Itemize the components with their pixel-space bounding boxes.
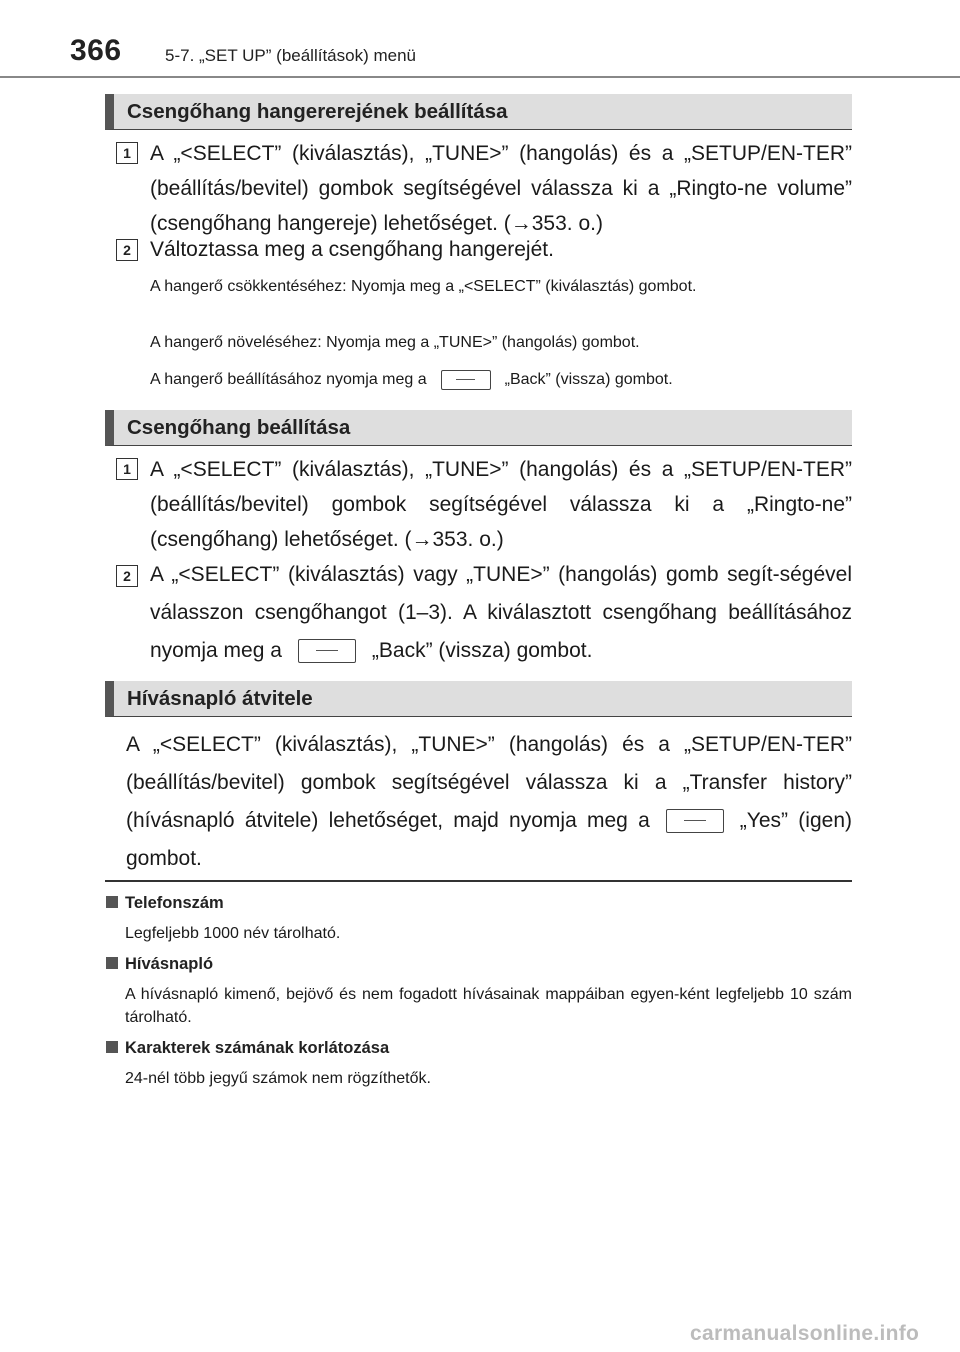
- chapter-title: 5-7. „SET UP” (beállítások) menü: [165, 46, 416, 65]
- step-number: 1: [116, 458, 138, 480]
- note-title-text: Karakterek számának korlátozása: [125, 1039, 390, 1057]
- section-text: A „<SELECT” (kiválasztás), „TUNE>” (hangolás) és a „SETUP/EN-TER” (beállítás/bevitel) gombok segítségével válassza ki a „Transfer history” (hívásnapló átvitele) lehetőséget, majd nyomja meg a: [126, 733, 852, 832]
- sub-instruction: A hangerő növeléséhez: Nyomja meg a „TUNE>” (hangolás) gombot.: [150, 334, 640, 351]
- section-title: Csengőhang beállítása: [127, 416, 351, 439]
- step-text: A „<SELECT” (kiválasztás), „TUNE>” (hangolás) és a „SETUP/EN-TER” (beállítás/bevitel) gombok segítségével válassza ki a „Ringto-ne volume” (csengőhang hangereje) lehetőséget. (→353. o.): [150, 142, 852, 235]
- section-heading-ringtone: [105, 410, 852, 446]
- section-title: Hívásnapló átvitele: [127, 687, 313, 710]
- note-title-text: Telefonszám: [125, 894, 224, 912]
- step-text: Változtassa meg a csengőhang hangerejét.: [150, 238, 554, 261]
- note-title: [106, 955, 213, 974]
- step-number: 2: [116, 239, 138, 261]
- step-number: 1: [116, 142, 138, 164]
- header-divider: [0, 76, 960, 78]
- section-text: „Yes” (igen) gombot.: [126, 809, 852, 870]
- sub-instruction-with-key: [150, 368, 852, 391]
- sub-instruction-text: A hangerő beállításához nyomja meg a: [150, 371, 427, 388]
- sub-instruction: A hangerő csökkentéséhez: Nyomja meg a „<SELECT” (kiválasztás) gombot.: [150, 278, 697, 295]
- page-number: 366: [70, 34, 122, 67]
- step-text: A „<SELECT” (kiválasztás), „TUNE>” (hangolás) és a „SETUP/EN-TER” (beállítás/bevitel) gombok segítségével válassza ki a „Ringto-ne” (csengőhang) lehetőséget. (→353. o.): [150, 458, 852, 551]
- page-header: [0, 0, 960, 80]
- button-key-icon: [666, 809, 724, 833]
- section-text-with-key: [126, 726, 852, 878]
- note-text: 24-nél több jegyű számok nem rögzíthetők.: [125, 1070, 431, 1087]
- note-title-text: Hívásnapló: [125, 955, 214, 973]
- section-heading-call-history-transfer: [105, 681, 852, 717]
- step-number: 2: [116, 565, 138, 587]
- note-title: [106, 894, 224, 913]
- notes-divider: [105, 880, 852, 882]
- step-text: „Back” (vissza) gombot.: [371, 639, 593, 662]
- square-bullet-icon: [106, 1041, 118, 1053]
- square-bullet-icon: [106, 957, 118, 969]
- button-key-icon: [298, 639, 356, 663]
- note-title: [106, 1039, 389, 1058]
- square-bullet-icon: [106, 896, 118, 908]
- button-key-icon: [441, 370, 491, 390]
- watermark: carmanualsonline.info: [690, 1322, 920, 1345]
- section-heading-ringtone-volume: [105, 94, 852, 130]
- note-text: A hívásnapló kimenő, bejövő és nem fogadott hívásainak mappáiban egyen-ként legfeljebb 10 szám tárolható.: [125, 986, 852, 1026]
- sub-instruction-text: „Back” (vissza) gombot.: [504, 371, 673, 388]
- note-text: Legfeljebb 1000 név tárolható.: [125, 925, 341, 942]
- step-text-with-key: [150, 556, 852, 670]
- step-text: A „<SELECT” (kiválasztás) vagy „TUNE>” (hangolás) gomb segít-ségével válasszon csengőhangot (1–3). A kiválasztott csengőhang beállításához nyomja meg a: [150, 563, 852, 662]
- section-title: Csengőhang hangererejének beállítása: [127, 100, 508, 123]
